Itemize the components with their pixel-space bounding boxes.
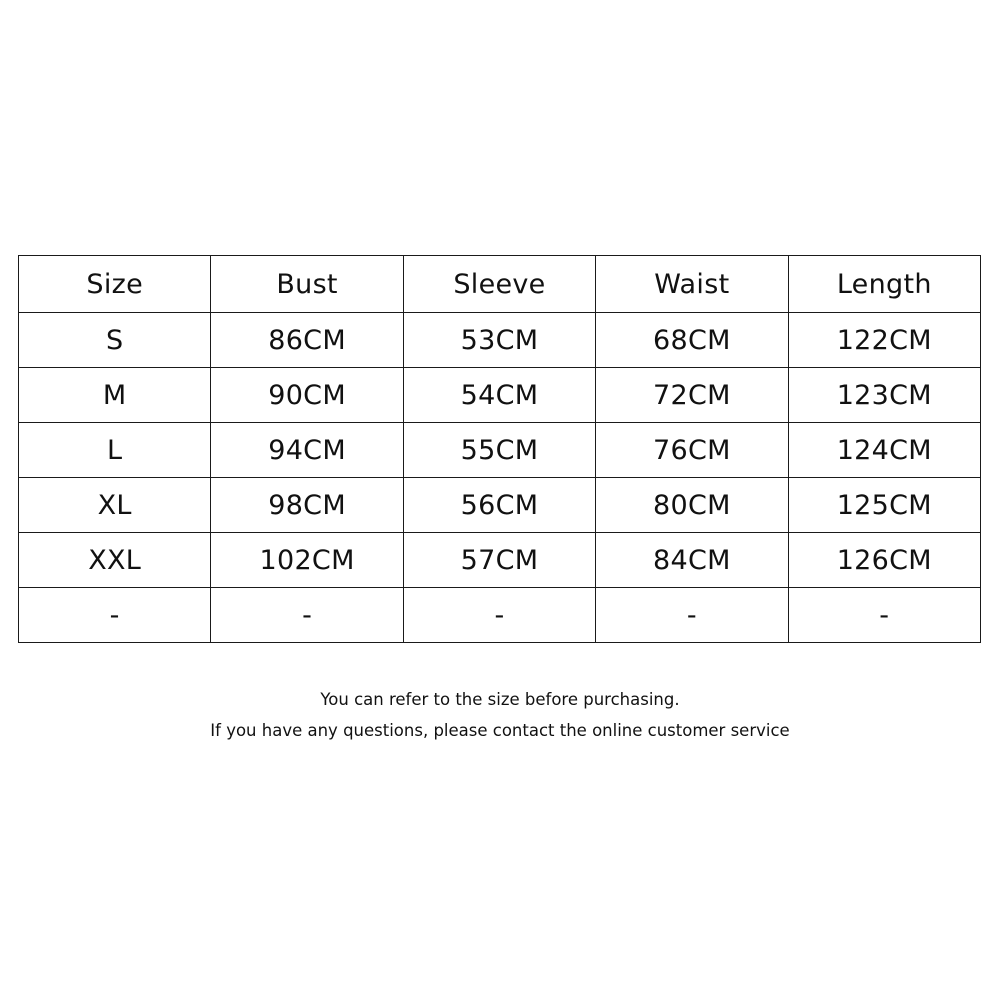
header-waist: Waist	[596, 256, 788, 313]
header-bust: Bust	[211, 256, 403, 313]
cell-size: XL	[19, 478, 211, 533]
cell-length: -	[788, 588, 980, 643]
cell-size: XXL	[19, 533, 211, 588]
cell-size: L	[19, 423, 211, 478]
cell-sleeve: 56CM	[403, 478, 595, 533]
header-sleeve: Sleeve	[403, 256, 595, 313]
cell-bust: 86CM	[211, 313, 403, 368]
cell-waist: 68CM	[596, 313, 788, 368]
table-header-row	[19, 256, 981, 313]
cell-sleeve: 57CM	[403, 533, 595, 588]
note-refer-size: You can refer to the size before purchasing.	[320, 690, 680, 709]
cell-length: 122CM	[788, 313, 980, 368]
table-row	[19, 478, 981, 533]
table-row	[19, 588, 981, 643]
table-row	[19, 313, 981, 368]
cell-length: 126CM	[788, 533, 980, 588]
cell-waist: -	[596, 588, 788, 643]
cell-length: 124CM	[788, 423, 980, 478]
cell-length: 125CM	[788, 478, 980, 533]
header-length: Length	[788, 256, 980, 313]
cell-waist: 72CM	[596, 368, 788, 423]
cell-sleeve: 54CM	[403, 368, 595, 423]
cell-waist: 76CM	[596, 423, 788, 478]
cell-bust: 98CM	[211, 478, 403, 533]
cell-length: 123CM	[788, 368, 980, 423]
cell-bust: 94CM	[211, 423, 403, 478]
header-size: Size	[19, 256, 211, 313]
table-row	[19, 533, 981, 588]
table-row	[19, 368, 981, 423]
cell-sleeve: 53CM	[403, 313, 595, 368]
cell-bust: -	[211, 588, 403, 643]
cell-waist: 84CM	[596, 533, 788, 588]
note-contact-service: If you have any questions, please contact the online customer service	[210, 721, 790, 740]
cell-sleeve: 55CM	[403, 423, 595, 478]
table-row	[19, 423, 981, 478]
cell-size: -	[19, 588, 211, 643]
cell-size: M	[19, 368, 211, 423]
cell-sleeve: -	[403, 588, 595, 643]
cell-bust: 90CM	[211, 368, 403, 423]
cell-waist: 80CM	[596, 478, 788, 533]
size-chart-table	[18, 255, 981, 643]
size-notes	[0, 684, 1000, 746]
cell-bust: 102CM	[211, 533, 403, 588]
cell-size: S	[19, 313, 211, 368]
